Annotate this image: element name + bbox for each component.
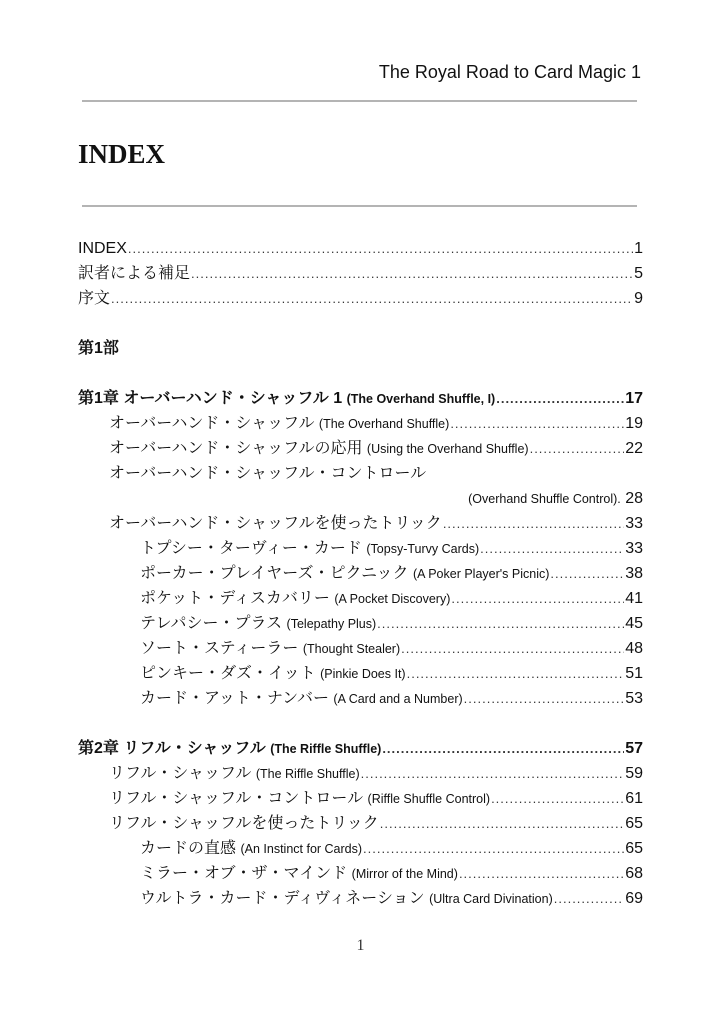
footer-page-number: 1 — [356, 937, 365, 954]
toc-trick[interactable] — [78, 536, 643, 561]
trick-title — [140, 536, 479, 562]
page-heading: INDEX — [78, 139, 166, 169]
toc-entry-page: 1 — [634, 240, 643, 257]
trick-title — [140, 861, 458, 887]
trick-title-jp: ミラー・オブ・ザ・マインド — [140, 865, 348, 882]
toc-entry-translator-notes[interactable] — [78, 261, 643, 286]
trick-title — [140, 836, 362, 862]
trick-title-en: (Telepathy Plus) — [286, 617, 377, 631]
toc-entry-page: 69 — [625, 890, 643, 907]
trick-title — [140, 561, 549, 587]
dot-leader — [550, 561, 624, 586]
toc-entry-label: INDEX — [78, 240, 127, 257]
toc-entry-page: 5 — [634, 265, 643, 282]
trick-title-jp: カードの直感 — [140, 840, 237, 857]
toc-entry-page: 65 — [625, 840, 643, 857]
toc-entry-page: 33 — [625, 540, 643, 557]
trick-title-jp: トプシー・ターヴィー・カード — [140, 540, 362, 557]
dot-leader — [407, 661, 625, 686]
section-title-en: (The Riffle Shuffle) — [255, 767, 360, 781]
toc-entry-page: 65 — [625, 815, 643, 832]
toc-trick[interactable] — [78, 836, 643, 861]
toc-chapter-2[interactable] — [78, 736, 643, 761]
trick-title-en: (Thought Stealer) — [302, 642, 401, 656]
section-title-jp: リフル・シャッフルを使ったトリック — [109, 815, 379, 832]
dot-leader — [450, 411, 624, 436]
section-title — [109, 761, 360, 787]
toc-section[interactable] — [78, 811, 643, 836]
trick-title-jp: ウルトラ・カード・ディヴィネーション — [140, 890, 425, 907]
chapter-title-jp: 第1章 オーバーハンド・シャッフル 1 — [78, 390, 343, 407]
chapter-title — [78, 386, 495, 412]
heading-divider — [82, 205, 637, 207]
toc-entry-page: 51 — [625, 665, 643, 682]
dot-leader — [111, 286, 633, 311]
toc-trick[interactable] — [78, 861, 643, 886]
chapter-title — [78, 736, 381, 762]
trick-title-jp: ピンキー・ダズ・イット — [140, 665, 316, 682]
section-title-en: (Riffle Shuffle Control) — [367, 792, 491, 806]
toc-entry-page: 9 — [634, 290, 643, 307]
section-title-en: (Overhand Shuffle Control). — [468, 492, 621, 506]
toc-section[interactable] — [78, 436, 643, 461]
dot-leader — [401, 636, 624, 661]
trick-title-jp: カード・アット・ナンバー — [140, 690, 329, 707]
header-divider — [82, 100, 637, 102]
toc-entry-index[interactable] — [78, 236, 643, 261]
part-heading: 第1部 — [78, 340, 119, 357]
trick-title-en: (A Card and a Number) — [333, 692, 463, 706]
trick-title — [140, 661, 406, 687]
toc-trick[interactable] — [78, 661, 643, 686]
toc-entry-page: 45 — [625, 615, 643, 632]
dot-leader — [496, 386, 624, 411]
section-title-jp: オーバーハンド・シャッフル・コントロール — [109, 465, 427, 482]
trick-title — [140, 611, 376, 637]
toc-section[interactable] — [78, 511, 643, 536]
toc-entry-preface[interactable] — [78, 286, 643, 311]
spacer — [78, 361, 643, 386]
dot-leader — [451, 586, 624, 611]
toc-entry-page: 33 — [625, 515, 643, 532]
trick-title-jp: ポケット・ディスカバリー — [140, 590, 330, 607]
table-of-contents — [78, 236, 643, 911]
toc-trick[interactable] — [78, 686, 643, 711]
toc-entry-page: 19 — [625, 415, 643, 432]
dot-leader — [363, 836, 624, 861]
toc-section-continuation[interactable] — [78, 486, 643, 511]
dot-leader — [382, 736, 624, 761]
dot-leader — [191, 261, 633, 286]
toc-entry-page: 22 — [625, 440, 643, 457]
dot-leader — [380, 811, 624, 836]
trick-title-jp: ソート・スティーラー — [140, 640, 299, 657]
section-title — [109, 436, 529, 462]
trick-title-jp: ポーカー・プレイヤーズ・ピクニック — [140, 565, 409, 582]
toc-trick[interactable] — [78, 611, 643, 636]
toc-entry-page: 38 — [625, 565, 643, 582]
toc-entry-page: 41 — [625, 590, 643, 607]
spacer — [78, 311, 643, 336]
trick-title-en: (Mirror of the Mind) — [351, 867, 458, 881]
dot-leader — [128, 236, 633, 261]
section-title-jp: オーバーハンド・シャッフルの応用 — [109, 440, 363, 457]
section-title — [109, 411, 449, 437]
toc-section[interactable] — [78, 411, 643, 436]
dot-leader — [459, 861, 624, 886]
toc-section[interactable] — [78, 461, 643, 486]
trick-title — [140, 586, 450, 612]
toc-trick[interactable] — [78, 636, 643, 661]
toc-trick[interactable] — [78, 561, 643, 586]
section-title-jp: リフル・シャッフル — [109, 765, 252, 782]
trick-title-en: (An Instinct for Cards) — [240, 842, 363, 856]
running-header-title: The Royal Road to Card Magic 1 — [378, 62, 641, 82]
toc-entry-page: 68 — [625, 865, 643, 882]
trick-title — [140, 636, 400, 662]
section-title-jp: オーバーハンド・シャッフル — [109, 415, 315, 432]
toc-section[interactable] — [78, 786, 643, 811]
chapter-title-en: (The Riffle Shuffle) — [270, 742, 382, 756]
trick-title-en: (Pinkie Does It) — [320, 667, 406, 681]
dot-leader — [361, 761, 625, 786]
toc-trick[interactable] — [78, 886, 643, 911]
toc-entry-page: 53 — [625, 690, 643, 707]
trick-title-jp: テレパシー・プラス — [140, 615, 283, 632]
toc-entry-page: 59 — [625, 765, 643, 782]
chapter-title-en: (The Overhand Shuffle, I) — [346, 392, 496, 406]
toc-chapter-1[interactable] — [78, 386, 643, 411]
section-title-en: (The Overhand Shuffle) — [318, 417, 450, 431]
trick-title-en: (A Pocket Discovery) — [334, 592, 451, 606]
trick-title — [140, 886, 553, 912]
section-title-jp: リフル・シャッフル・コントロール — [109, 790, 364, 807]
dot-leader — [377, 611, 624, 636]
section-title-jp: オーバーハンド・シャッフルを使ったトリック — [109, 515, 442, 532]
toc-entry-page: 17 — [625, 390, 643, 407]
trick-title — [140, 686, 463, 712]
trick-title-en: (Ultra Card Divination) — [429, 892, 553, 906]
section-title — [109, 786, 490, 812]
toc-entry-page: 57 — [625, 740, 643, 757]
section-title-en: (Using the Overhand Shuffle) — [366, 442, 529, 456]
trick-title-en: (Topsy-Turvy Cards) — [366, 542, 480, 556]
toc-entry-page: 28 — [625, 490, 643, 507]
toc-entry-page: 48 — [625, 640, 643, 657]
dot-leader — [480, 536, 624, 561]
spacer — [78, 711, 643, 736]
chapter-title-jp: 第2章 リフル・シャッフル — [78, 740, 266, 757]
dot-leader — [530, 436, 625, 461]
dot-leader — [554, 886, 624, 911]
toc-entry-label: 序文 — [78, 290, 111, 307]
toc-entry-label: 訳者による補足 — [78, 265, 191, 282]
dot-leader — [491, 786, 624, 811]
toc-entry-page: 61 — [625, 790, 643, 807]
dot-leader — [443, 511, 624, 536]
trick-title-en: (A Poker Player's Picnic) — [412, 567, 550, 581]
dot-leader — [464, 686, 625, 711]
toc-trick[interactable] — [78, 586, 643, 611]
toc-section[interactable] — [78, 761, 643, 786]
